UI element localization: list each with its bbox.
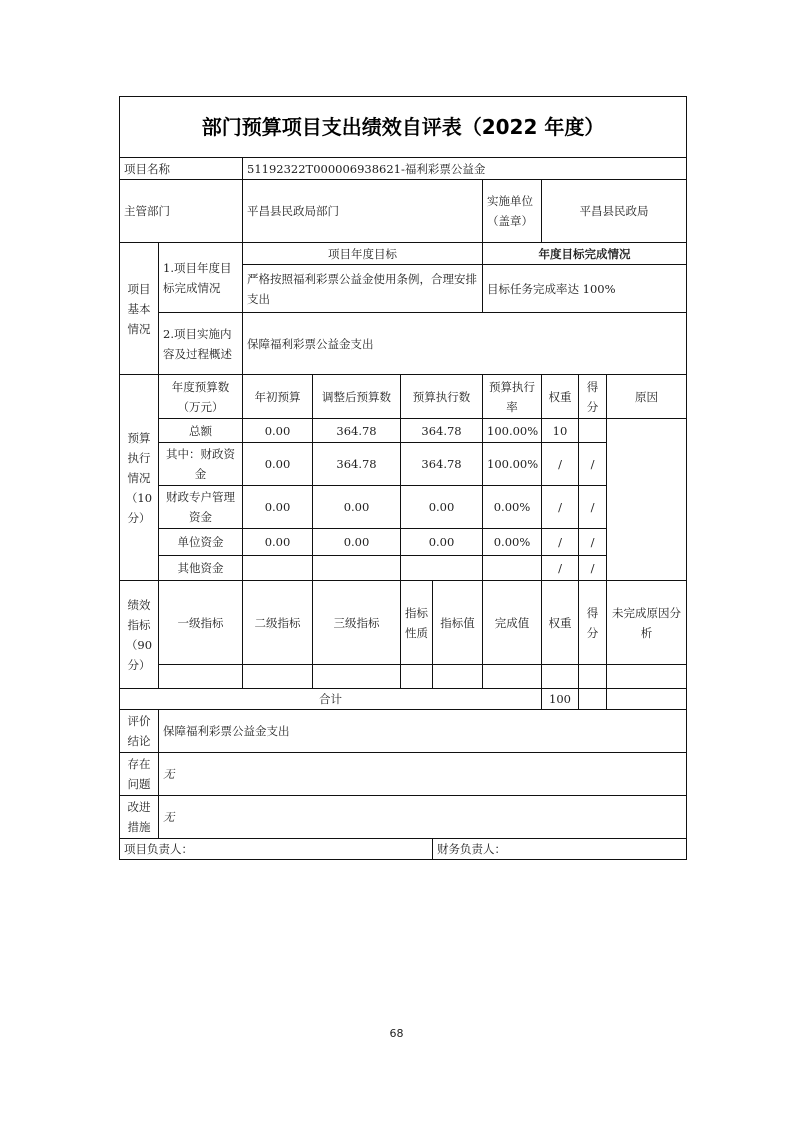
total-label: 合计 xyxy=(120,689,542,710)
eval: 保障福利彩票公益金支出 xyxy=(159,710,687,753)
project-name-label: 项目名称 xyxy=(120,158,243,180)
issue-label: 存在问题 xyxy=(120,753,159,796)
budget-header: 预算执行数 xyxy=(401,375,483,419)
basic-item2: 2.项目实施内容及过程概述 xyxy=(159,313,243,375)
project-name: 51192322T000006938621-福利彩票公益金 xyxy=(243,158,687,180)
budget-header: 得分 xyxy=(579,375,607,419)
budget-label: 预算执行情况（10分） xyxy=(120,375,159,581)
cell: 0.00 xyxy=(313,529,401,556)
impl: 平昌县民政局 xyxy=(542,180,687,243)
perf-header: 二级指标 xyxy=(243,581,313,665)
cell: / xyxy=(579,529,607,556)
cell: 0.00 xyxy=(243,443,313,486)
table-row xyxy=(120,556,687,581)
reason-cell xyxy=(607,419,687,581)
cell: 0.00 xyxy=(243,529,313,556)
table-row xyxy=(120,486,687,529)
issue: 无 xyxy=(159,753,687,796)
page-title: 部门预算项目支出绩效自评表（2022 年度） xyxy=(120,97,687,158)
performance-table xyxy=(119,96,687,860)
cell: 其他资金 xyxy=(159,556,243,581)
perf-header: 三级指标 xyxy=(313,581,401,665)
cell: 0.00 xyxy=(313,486,401,529)
cell: 100.00% xyxy=(483,419,542,443)
improve-label: 改进措施 xyxy=(120,796,159,839)
perf-header: 得分 xyxy=(579,581,607,665)
budget-header: 年度预算数（万元） xyxy=(159,375,243,419)
cell: 364.78 xyxy=(401,443,483,486)
cell: 单位资金 xyxy=(159,529,243,556)
total-weight: 100 xyxy=(542,689,579,710)
perf-header: 指标性质 xyxy=(401,581,433,665)
done-header: 年度目标完成情况 xyxy=(483,243,687,265)
cell: 0.00 xyxy=(401,529,483,556)
basic-item1: 1.项目年度目标完成情况 xyxy=(159,243,243,313)
cell: 364.78 xyxy=(401,419,483,443)
cell: / xyxy=(579,443,607,486)
budget-header: 调整后预算数 xyxy=(313,375,401,419)
dept-label: 主管部门 xyxy=(120,180,243,243)
basic-label: 项目基本情况 xyxy=(120,243,159,375)
done: 目标任务完成率达 100% xyxy=(483,265,687,313)
cell: / xyxy=(579,556,607,581)
cell: / xyxy=(579,486,607,529)
perf-header: 未完成原因分析 xyxy=(607,581,687,665)
dept: 平昌县民政局部门 xyxy=(243,180,483,243)
table-row xyxy=(120,665,687,689)
table-row xyxy=(120,443,687,486)
table-row xyxy=(120,419,687,443)
cell xyxy=(401,556,483,581)
budget-header: 预算执行率 xyxy=(483,375,542,419)
finance-label: 财务负责人： xyxy=(433,839,687,860)
perf-header: 完成值 xyxy=(483,581,542,665)
perf-header: 指标值 xyxy=(433,581,483,665)
cell: / xyxy=(542,556,579,581)
leader-label: 项目负责人： xyxy=(120,839,433,860)
cell: 0.00 xyxy=(401,486,483,529)
eval-label: 评价结论 xyxy=(120,710,159,753)
cell: 财政专户管理资金 xyxy=(159,486,243,529)
goal-header: 项目年度目标 xyxy=(243,243,483,265)
cell xyxy=(313,556,401,581)
cell xyxy=(579,419,607,443)
budget-header: 权重 xyxy=(542,375,579,419)
cell: 10 xyxy=(542,419,579,443)
cell: 其中：财政资金 xyxy=(159,443,243,486)
impl-label: 实施单位（盖章） xyxy=(483,180,542,243)
cell: / xyxy=(542,443,579,486)
cell: 0.00 xyxy=(243,486,313,529)
perf-header: 权重 xyxy=(542,581,579,665)
cell: 0.00 xyxy=(243,419,313,443)
budget-header: 年初预算 xyxy=(243,375,313,419)
perf-label: 绩效指标（90分） xyxy=(120,581,159,689)
cell: / xyxy=(542,486,579,529)
perf-header: 一级指标 xyxy=(159,581,243,665)
goal: 严格按照福利彩票公益金使用条例，合理安排支出 xyxy=(243,265,483,313)
cell xyxy=(483,556,542,581)
cell: 0.00% xyxy=(483,529,542,556)
table-row xyxy=(120,529,687,556)
cell: 0.00% xyxy=(483,486,542,529)
cell: 364.78 xyxy=(313,419,401,443)
cell: / xyxy=(542,529,579,556)
cell: 总额 xyxy=(159,419,243,443)
cell xyxy=(243,556,313,581)
page-number: 68 xyxy=(389,1027,404,1040)
budget-header: 原因 xyxy=(607,375,687,419)
item2-text: 保障福利彩票公益金支出 xyxy=(243,313,687,375)
improve: 无 xyxy=(159,796,687,839)
cell: 100.00% xyxy=(483,443,542,486)
cell: 364.78 xyxy=(313,443,401,486)
